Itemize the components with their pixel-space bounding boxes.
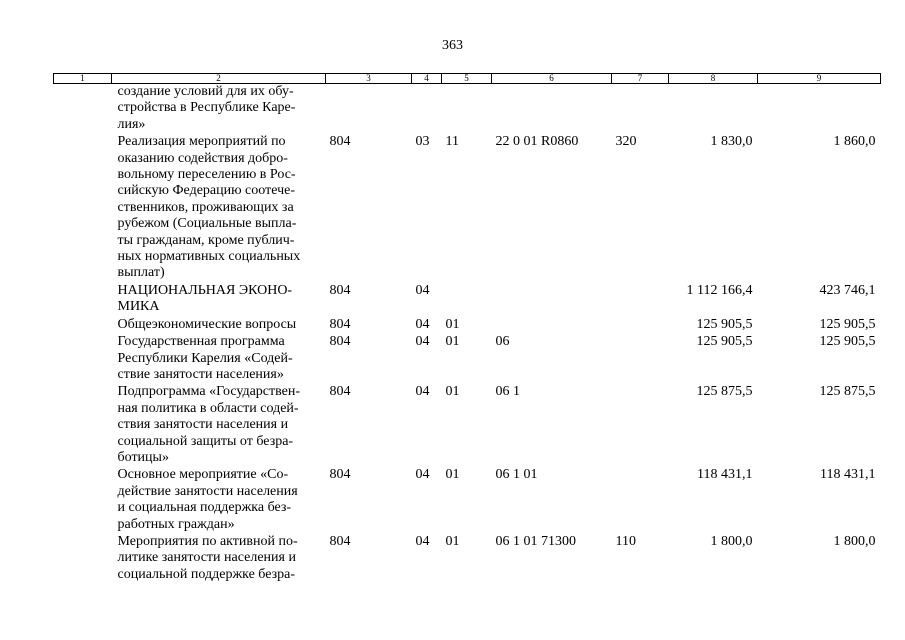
target-article-cell: 06 1 01 [495,467,538,483]
item-name-line: сийскую Федерацию соотече- [117,183,295,199]
item-name-line: рубежом (Социальные выпла- [117,216,297,232]
expense-type-cell: 320 [615,134,637,150]
amount-year1-cell: 125 905,5 [696,316,753,332]
amount-year1-cell: 125 905,5 [696,334,753,350]
amount-year2-cell: 118 431,1 [820,467,876,483]
target-article-cell: 06 1 01 71300 [495,533,576,549]
item-name-line: вольному переселению в Рос- [117,167,296,183]
item-name-line: и социальная поддержка без- [117,500,292,516]
target-article-cell [492,84,612,135]
column-number-cell: 3 [326,74,412,84]
subsection-code-cell: 11 [445,134,459,150]
item-name-line: Основное мероприятие «Со- [117,467,289,483]
ministry-code-cell: 804 [329,134,351,150]
ministry-code-cell: 804 [329,533,351,549]
subsection-code-cell: 01 [445,316,460,332]
item-name-line: Республики Карелия «Содей- [117,350,293,366]
item-name-line: НАЦИОНАЛЬНАЯ ЭКОНО- [117,282,293,298]
column-number-cell: 5 [442,74,492,84]
section-code-cell: 04 [415,533,430,549]
ministry-code-cell: 804 [329,282,351,298]
table-row [54,534,881,584]
item-name-line: ствие занятости населения» [117,366,284,382]
item-name-cell [112,334,326,384]
item-name-line: социальной защиты от безра- [117,433,294,449]
item-name-cell [112,134,326,283]
section-code-cell: 04 [415,334,430,350]
expense-type-cell [612,317,669,334]
column-number-row [54,74,881,84]
table-row [54,317,881,334]
page-number: 363 [442,38,463,53]
expense-type-cell [612,334,669,384]
expense-type-cell [612,84,669,135]
row-number-cell [54,283,112,317]
amount-year2-cell: 1 860,0 [833,134,876,150]
ministry-code-cell: 804 [329,467,351,483]
table-body [54,84,881,585]
item-name-line: Мероприятия по активной по- [117,533,298,549]
amount-year1-cell: 1 112 166,4 [686,282,753,298]
subsection-code-cell: 01 [445,533,460,549]
item-name-cell [112,317,326,334]
target-article-cell [492,283,612,317]
row-number-cell [54,384,112,467]
target-article-cell: 22 0 01 R0860 [495,134,579,150]
item-name-cell [112,283,326,317]
item-name-line: стройства в Республике Каре- [117,100,296,116]
section-code-cell: 04 [415,316,430,332]
ministry-code-cell [326,84,412,135]
table-row [54,334,881,384]
target-article-cell: 06 [495,334,510,350]
item-name-cell [112,467,326,534]
item-name-line: ствия занятости населения и [117,417,289,433]
ministry-code-cell: 804 [329,384,351,400]
amount-year1-cell [669,84,758,135]
section-code-cell [412,84,442,135]
expense-type-cell [612,467,669,534]
section-code-cell: 04 [415,467,430,483]
section-code-cell: 04 [415,384,430,400]
item-name-line: Подпрограмма «Государствен- [117,384,301,400]
item-name-line: создание условий для их обу- [117,84,294,99]
item-name-line: выплат) [117,265,165,281]
item-name-line: ственников, проживающих за [117,199,294,215]
item-name-cell [112,384,326,467]
item-name-line: ных нормативных социальных [117,249,301,265]
table-row [54,467,881,534]
item-name-line: литике занятости населения и [117,550,296,566]
item-name-cell [112,84,326,135]
budget-table [53,73,881,584]
amount-year2-cell: 125 905,5 [819,316,876,332]
item-name-line: Реализация мероприятий по [117,134,286,150]
amount-year2-cell: 1 800,0 [833,533,876,549]
item-name-line: действие занятости населения [117,483,298,499]
item-name-line: МИКА [117,299,160,315]
subsection-code-cell: 01 [445,467,460,483]
column-number-cell: 7 [612,74,669,84]
item-name-line: Общеэкономические вопросы [117,316,297,332]
column-number-cell: 8 [669,74,758,84]
item-name-line: социальной поддержке безра- [117,566,296,582]
ministry-code-cell: 804 [329,334,351,350]
target-article-cell: 06 1 [495,384,520,400]
item-name-line: ты гражданам, кроме публич- [117,232,295,248]
amount-year2-cell [758,84,881,135]
table-row [54,384,881,467]
expense-type-cell [612,283,669,317]
table-row [54,134,881,283]
item-name-line: ная политика в области содей- [117,400,299,416]
row-number-cell [54,134,112,283]
expense-type-cell [612,384,669,467]
amount-year1-cell: 1 800,0 [710,533,753,549]
subsection-code-cell: 01 [445,384,460,400]
item-name-line: ботицы» [117,449,169,465]
target-article-cell [492,317,612,334]
subsection-code-cell: 01 [445,334,460,350]
subsection-code-cell [442,84,492,135]
section-code-cell: 04 [415,282,430,298]
expense-type-cell: 110 [615,533,636,549]
column-number-cell: 2 [112,74,326,84]
item-name-cell [112,534,326,584]
item-name-line: лия» [117,116,146,132]
amount-year2-cell: 125 875,5 [819,384,876,400]
column-number-cell: 4 [412,74,442,84]
amount-year2-cell: 125 905,5 [819,334,876,350]
ministry-code-cell: 804 [329,316,351,332]
row-number-cell [54,317,112,334]
amount-year1-cell: 1 830,0 [710,134,753,150]
table-row [54,84,881,135]
row-number-cell [54,467,112,534]
section-code-cell: 03 [415,134,430,150]
row-number-cell [54,334,112,384]
subsection-code-cell [442,283,492,317]
column-number-cell: 1 [54,74,112,84]
amount-year1-cell: 118 431,1 [697,467,753,483]
item-name-line: работных граждан» [117,516,235,532]
item-name-line: Государственная программа [117,334,285,350]
row-number-cell [54,84,112,135]
table-row [54,283,881,317]
column-number-cell: 6 [492,74,612,84]
item-name-line: оказанию содействия добро- [117,150,288,166]
amount-year1-cell: 125 875,5 [696,384,753,400]
row-number-cell [54,534,112,584]
column-number-cell: 9 [758,74,881,84]
amount-year2-cell: 423 746,1 [819,282,876,298]
